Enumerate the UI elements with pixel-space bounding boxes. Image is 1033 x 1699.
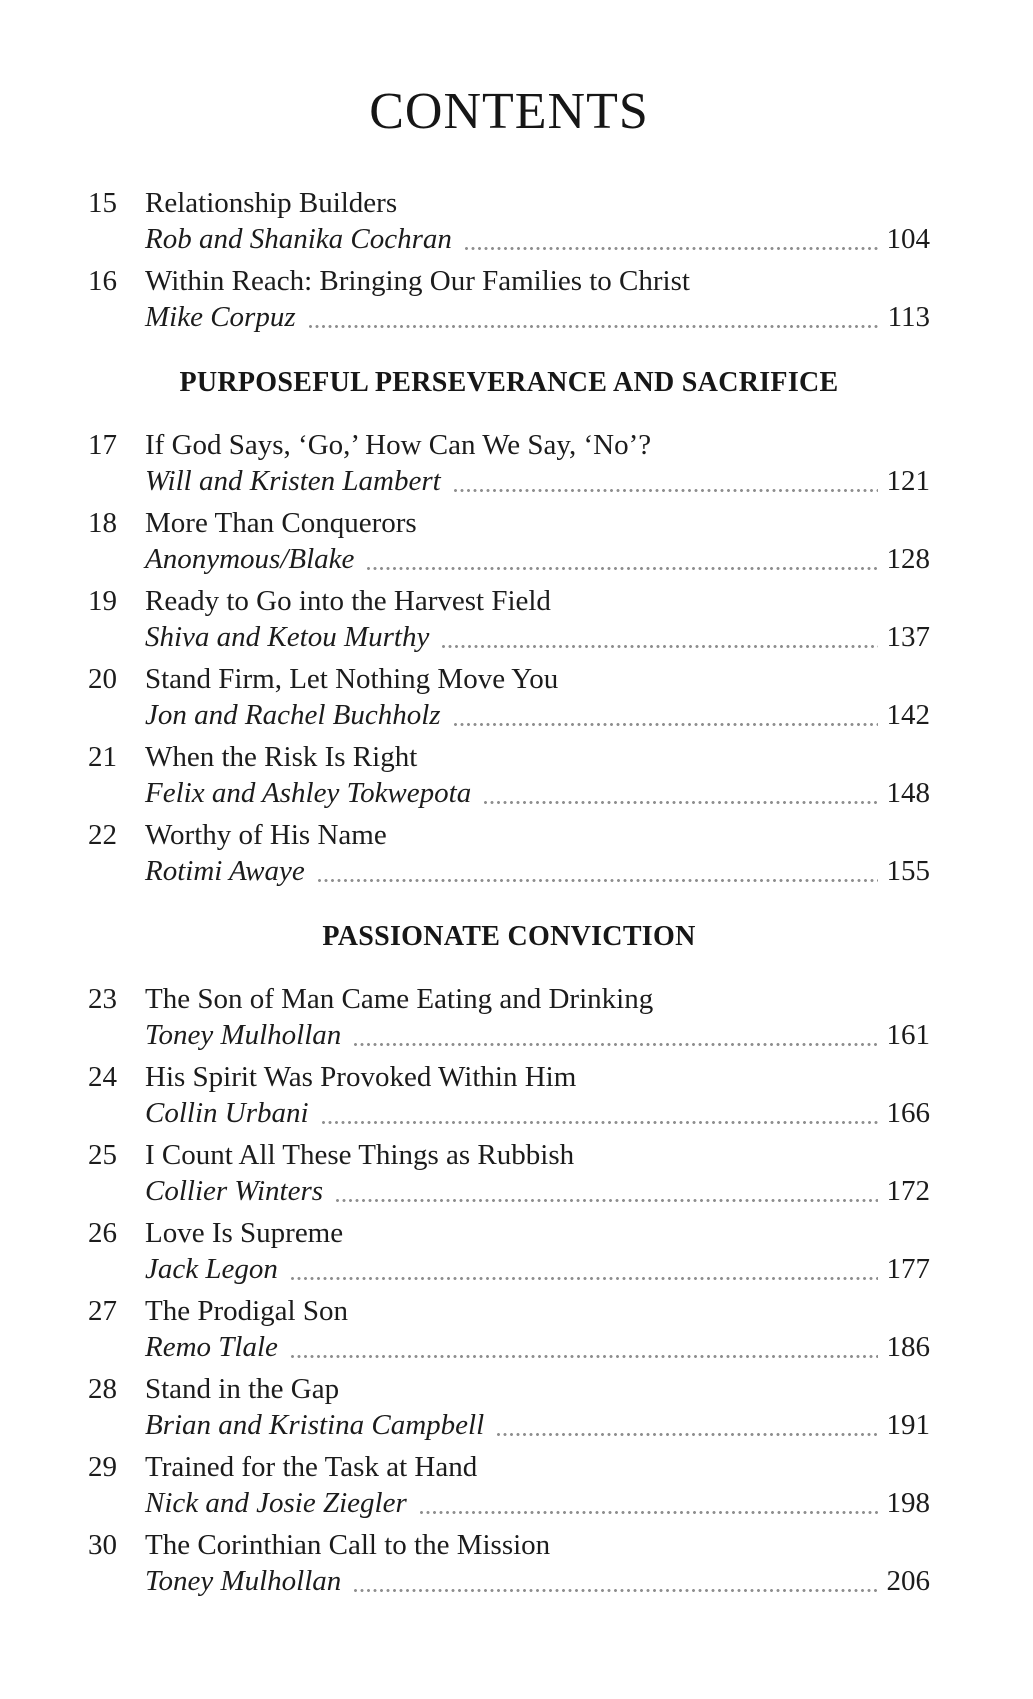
- toc-entry-author-line: [88, 1563, 930, 1599]
- dot-leader: [291, 1277, 878, 1280]
- dot-leader: [465, 247, 878, 250]
- toc-list: [88, 185, 930, 1599]
- dot-leader: [291, 1355, 878, 1358]
- toc-entry-author-line: [88, 697, 930, 733]
- toc-entry-title-line: [88, 1371, 930, 1407]
- chapter-author: Collier Winters: [145, 1175, 324, 1207]
- toc-entry-title-line: [88, 817, 930, 853]
- page-number: 172: [886, 1175, 930, 1207]
- page-number: 161: [886, 1019, 930, 1051]
- toc-entry-title-line: [88, 739, 930, 775]
- toc-entry: [88, 1293, 930, 1365]
- dot-leader: [484, 801, 877, 804]
- toc-entry-title-line: [88, 1137, 930, 1173]
- dot-leader: [454, 723, 878, 726]
- chapter-author: Brian and Kristina Campbell: [145, 1409, 485, 1441]
- toc-entry: [88, 427, 930, 499]
- chapter-number: 19: [88, 585, 117, 617]
- section-heading: PASSIONATE CONVICTION: [322, 921, 696, 952]
- toc-entry-author-line: [88, 1329, 930, 1365]
- toc-entry: [88, 1137, 930, 1209]
- toc-entry-author-line: [88, 619, 930, 655]
- toc-entry: [88, 661, 930, 733]
- toc-entry-title-line: [88, 1215, 930, 1251]
- chapter-number: 26: [88, 1217, 117, 1249]
- toc-entry: [88, 1215, 930, 1287]
- chapter-author: Toney Mulhollan: [145, 1565, 342, 1597]
- dot-leader: [354, 1589, 877, 1592]
- chapter-title: The Corinthian Call to the Mission: [145, 1529, 551, 1561]
- chapter-author: Felix and Ashley Tokwepota: [145, 777, 472, 809]
- chapter-title: The Son of Man Came Eating and Drinking: [145, 983, 654, 1015]
- page-number: 198: [886, 1487, 930, 1519]
- dot-leader: [336, 1199, 877, 1202]
- chapter-author: Will and Kristen Lambert: [145, 465, 441, 497]
- toc-entry-author-line: [88, 1017, 930, 1053]
- toc-entry-title-line: [88, 1449, 930, 1485]
- chapter-number: 16: [88, 265, 117, 297]
- toc-entry-author-line: [88, 1251, 930, 1287]
- chapter-number: 15: [88, 187, 117, 219]
- chapter-author: Jack Legon: [145, 1253, 278, 1285]
- toc-entry-author-line: [88, 1407, 930, 1443]
- chapter-title: Ready to Go into the Harvest Field: [145, 585, 551, 617]
- toc-entry: [88, 817, 930, 889]
- toc-entry: [88, 1449, 930, 1521]
- page-number: 113: [887, 301, 930, 333]
- chapter-title: Trained for the Task at Hand: [145, 1451, 478, 1483]
- page-number: 104: [886, 223, 930, 255]
- chapter-number: 23: [88, 983, 117, 1015]
- chapter-title: Stand Firm, Let Nothing Move You: [145, 663, 559, 695]
- dot-leader: [309, 325, 879, 328]
- chapter-author: Toney Mulhollan: [145, 1019, 342, 1051]
- chapter-title: Within Reach: Bringing Our Families to Christ: [145, 265, 690, 297]
- toc-entry-title-line: [88, 1527, 930, 1563]
- toc-entry: [88, 739, 930, 811]
- chapter-author: Rob and Shanika Cochran: [145, 223, 452, 255]
- chapter-number: 17: [88, 429, 117, 461]
- toc-entry: [88, 981, 930, 1053]
- toc-entry: [88, 1527, 930, 1599]
- chapter-title: Stand in the Gap: [145, 1373, 340, 1405]
- toc-entry-title-line: [88, 1293, 930, 1329]
- chapter-number: 24: [88, 1061, 117, 1093]
- chapter-title: His Spirit Was Provoked Within Him: [145, 1061, 577, 1093]
- chapter-title: The Prodigal Son: [145, 1295, 348, 1327]
- toc-entry-author-line: [88, 221, 930, 257]
- toc-entry-title-line: [88, 981, 930, 1017]
- chapter-title: If God Says, ‘Go,’ How Can We Say, ‘No’?: [145, 429, 652, 461]
- page-number: 155: [886, 855, 930, 887]
- toc-entry-title-line: [88, 1059, 930, 1095]
- toc-entry-title-line: [88, 661, 930, 697]
- toc-entry-author-line: [88, 853, 930, 889]
- toc-entry-author-line: [88, 775, 930, 811]
- toc-entry: [88, 263, 930, 335]
- dot-leader: [367, 567, 877, 570]
- chapter-author: Remo Tlale: [145, 1331, 278, 1363]
- dot-leader: [322, 1121, 878, 1124]
- toc-entry-title-line: [88, 185, 930, 221]
- toc-entry-author-line: [88, 299, 930, 335]
- toc-entry: [88, 1371, 930, 1443]
- dot-leader: [454, 489, 878, 492]
- chapter-title: Worthy of His Name: [145, 819, 387, 851]
- chapter-author: Collin Urbani: [145, 1097, 309, 1129]
- toc-entry: [88, 583, 930, 655]
- page-number: 128: [886, 543, 930, 575]
- page-number: 166: [886, 1097, 930, 1129]
- page-number: 137: [886, 621, 930, 653]
- chapter-author: Anonymous/Blake: [145, 543, 355, 575]
- chapter-title: More Than Conquerors: [145, 507, 417, 539]
- chapter-number: 20: [88, 663, 117, 695]
- dot-leader: [420, 1511, 878, 1514]
- page-number: 186: [886, 1331, 930, 1363]
- page-number: 206: [886, 1565, 930, 1597]
- page-number: 148: [886, 777, 930, 809]
- dot-leader: [318, 879, 878, 882]
- toc-entry-author-line: [88, 1095, 930, 1131]
- chapter-author: Shiva and Ketou Murthy: [145, 621, 430, 653]
- chapter-number: 29: [88, 1451, 117, 1483]
- page-number: 177: [886, 1253, 930, 1285]
- chapter-title: Relationship Builders: [145, 187, 398, 219]
- chapter-author: Jon and Rachel Buchholz: [145, 699, 441, 731]
- dot-leader: [497, 1433, 877, 1436]
- toc-entry-title-line: [88, 583, 930, 619]
- chapter-number: 21: [88, 741, 117, 773]
- toc-entry: [88, 1059, 930, 1131]
- dot-leader: [354, 1043, 877, 1046]
- toc-entry: [88, 505, 930, 577]
- chapter-title: When the Risk Is Right: [145, 741, 418, 773]
- page-number: 191: [886, 1409, 930, 1441]
- chapter-title: I Count All These Things as Rubbish: [145, 1139, 575, 1171]
- section-heading: PURPOSEFUL PERSEVERANCE AND SACRIFICE: [179, 367, 839, 398]
- toc-entry-title-line: [88, 263, 930, 299]
- chapter-number: 18: [88, 507, 117, 539]
- toc-entry-author-line: [88, 541, 930, 577]
- chapter-author: Rotimi Awaye: [145, 855, 305, 887]
- dot-leader: [442, 645, 877, 648]
- toc-entry-title-line: [88, 505, 930, 541]
- page-title: CONTENTS: [369, 83, 649, 140]
- chapter-number: 22: [88, 819, 117, 851]
- toc-entry-author-line: [88, 463, 930, 499]
- toc-entry-author-line: [88, 1485, 930, 1521]
- page-number: 121: [886, 465, 930, 497]
- chapter-number: 25: [88, 1139, 117, 1171]
- page-number: 142: [886, 699, 930, 731]
- toc-entry-title-line: [88, 427, 930, 463]
- chapter-number: 28: [88, 1373, 117, 1405]
- chapter-author: Nick and Josie Ziegler: [145, 1487, 407, 1519]
- chapter-author: Mike Corpuz: [145, 301, 296, 333]
- toc-entry: [88, 185, 930, 257]
- toc-entry-author-line: [88, 1173, 930, 1209]
- chapter-number: 30: [88, 1529, 117, 1561]
- chapter-number: 27: [88, 1295, 117, 1327]
- chapter-title: Love Is Supreme: [145, 1217, 344, 1249]
